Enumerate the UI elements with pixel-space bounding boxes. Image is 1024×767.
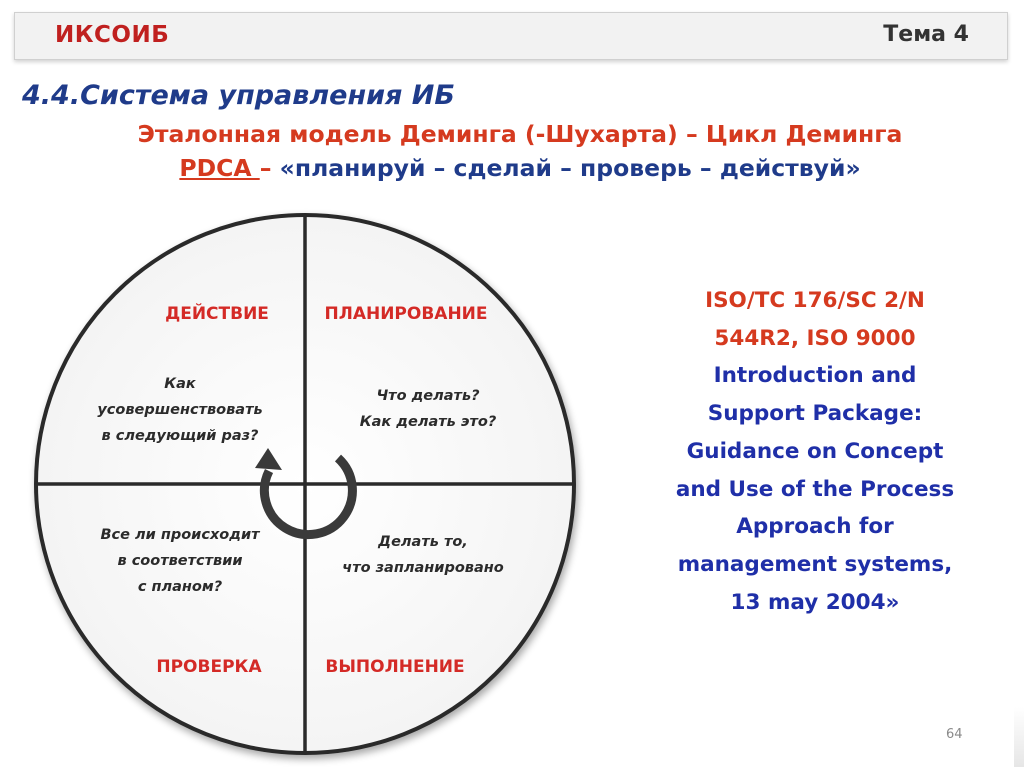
iso-reference-line: Approach for bbox=[736, 514, 894, 540]
quadrant-label-act: ДЕЙСТВИЕ bbox=[165, 304, 269, 324]
page-number: 64 bbox=[946, 727, 963, 742]
do-question-line: что запланировано bbox=[342, 560, 504, 576]
pdca-dash: – bbox=[259, 154, 272, 182]
iso-reference-line: management systems, bbox=[677, 551, 953, 577]
act-question-line: Как bbox=[164, 376, 196, 392]
act-question-line: усовершенствовать bbox=[97, 402, 263, 418]
plan-question-line: Как делать это? bbox=[359, 414, 497, 430]
iso-reference-line: Support Package: bbox=[707, 401, 923, 427]
quadrant-label-do: ВЫПОЛНЕНИЕ bbox=[325, 657, 465, 677]
check-question-line: Все ли происходит bbox=[100, 527, 260, 543]
header-topic: Тема 4 bbox=[883, 22, 969, 47]
slide-edge-shade bbox=[1014, 707, 1024, 767]
iso-reference-line: ISO/TC 176/SC 2/N bbox=[705, 288, 925, 313]
iso-reference-line: and Use of the Process bbox=[675, 476, 955, 502]
iso-reference-line: Introduction and bbox=[713, 363, 917, 389]
iso-reference-line: Guidance on Concept bbox=[686, 438, 944, 464]
header-org-title: ИКСОИБ bbox=[55, 22, 170, 48]
iso-reference bbox=[650, 282, 980, 621]
pdca-term: PDCA bbox=[179, 154, 260, 182]
quadrant-label-plan: ПЛАНИРОВАНИЕ bbox=[324, 304, 488, 324]
iso-reference-line: 13 may 2004» bbox=[730, 589, 900, 615]
quadrant-label-check: ПРОВЕРКА bbox=[156, 657, 262, 677]
pdca-slogan: «планируй – сделай – проверь – действуй» bbox=[271, 154, 861, 182]
iso-reference-line: 544R2, ISO 9000 bbox=[714, 325, 916, 351]
do-question-line: Делать то, bbox=[378, 534, 468, 550]
subtitle-deming-model: Эталонная модель Деминга (-Шухарта) – Цикл Деминга bbox=[137, 120, 903, 148]
section-title: 4.4.Система управления ИБ bbox=[22, 80, 455, 111]
check-question-line: в соответствии bbox=[117, 553, 243, 569]
act-question-line: в следующий раз? bbox=[101, 428, 259, 444]
check-question-line: с планом? bbox=[137, 579, 223, 595]
plan-question-line: Что делать? bbox=[376, 388, 480, 404]
